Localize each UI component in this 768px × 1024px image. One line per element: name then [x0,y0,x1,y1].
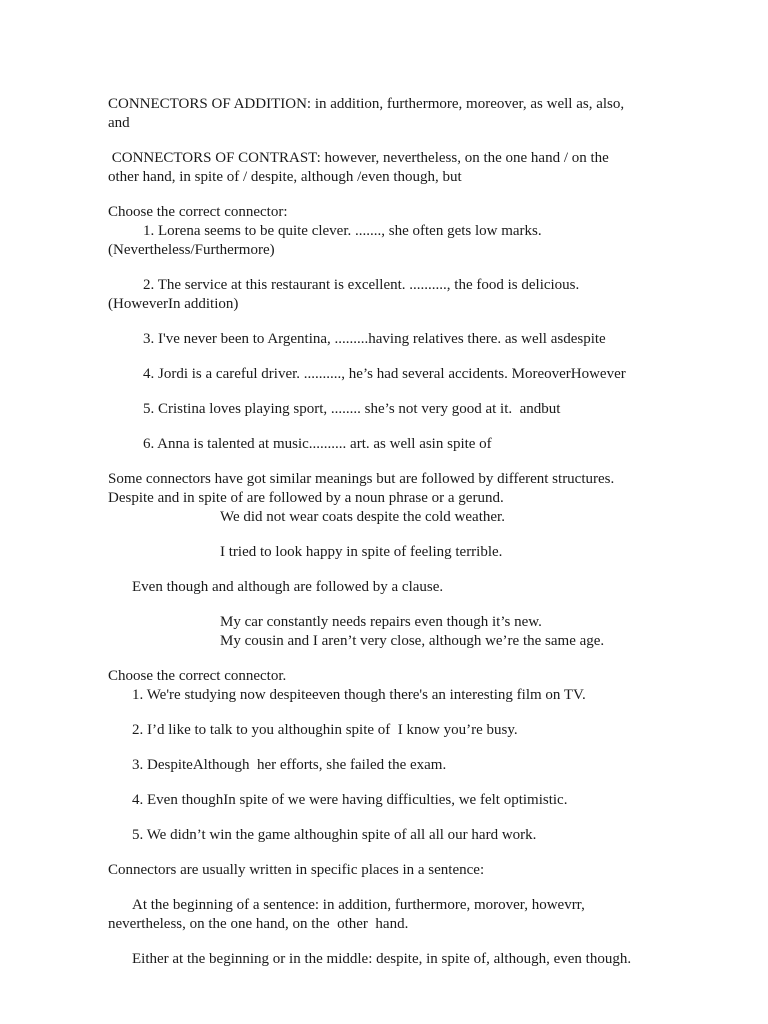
paragraph [108,276,688,314]
text-line: 4. Jordi is a careful driver. .........., he’s had several accidents. MoreoverHowever [143,366,626,382]
paragraph [108,365,688,384]
text-line: Despite and in spite of are followed by a noun phrase or a gerund. [108,490,504,506]
paragraph [108,149,688,187]
text-line: 5. Cristina loves playing sport, ........ she’s not very good at it. andbut [143,401,561,417]
text-line: Connectors are usually written in specific places in a sentence: [108,862,485,878]
paragraph [108,791,688,810]
text-line: My car constantly needs repairs even though it’s new. [220,614,542,630]
text-line: 3. DespiteAlthough her efforts, she failed the exam. [132,757,447,773]
text-line: 2. The service at this restaurant is excellent. .........., the food is delicious. [143,277,580,293]
text-line: We did not wear coats despite the cold weather. [220,509,505,525]
text-line: (Nevertheless/Furthermore) [108,242,275,258]
paragraph [108,578,688,597]
paragraph [108,543,688,562]
text-line: 6. Anna is talented at music.......... art. as well asin spite of [143,436,492,452]
paragraph [108,756,688,775]
text-line: 1. Lorena seems to be quite clever. ......., she often gets low marks. [143,223,542,239]
paragraph [108,400,688,419]
paragraph [108,896,688,934]
text-line: I tried to look happy in spite of feeling terrible. [220,544,503,560]
text-line: CONNECTORS OF CONTRAST: however, nevertheless, on the one hand / on the [108,150,609,166]
paragraph [108,203,688,260]
text-line: My cousin and I aren’t very close, although we’re the same age. [220,633,605,649]
text-line: 1. We're studying now despiteeven though there's an interesting film on TV. [132,687,586,703]
paragraph [108,826,688,845]
paragraph [108,330,688,349]
text-line: 5. We didn’t win the game althoughin spite of all all our hard work. [132,827,537,843]
text-line: CONNECTORS OF ADDITION: in addition, furthermore, moreover, as well as, also, [108,96,625,112]
paragraph [108,470,688,527]
text-line: 2. I’d like to talk to you althoughin spite of I know you’re busy. [132,722,518,738]
text-line: nevertheless, on the one hand, on the other hand. [108,916,409,932]
text-line: Some connectors have got similar meanings but are followed by different structures. [108,471,615,487]
paragraph [108,950,688,969]
text-line: Choose the correct connector. [108,668,287,684]
paragraph [108,667,688,705]
text-line: and [108,115,130,131]
text-line: Even though and although are followed by a clause. [132,579,444,595]
text-line: other hand, in spite of / despite, although /even though, but [108,169,462,185]
text-line: 3. I've never been to Argentina, .........having relatives there. as well asdespite [143,331,606,347]
paragraph [108,613,688,651]
text-line: (HoweverIn addition) [108,296,239,312]
paragraph [108,435,688,454]
text-line: Choose the correct connector: [108,204,288,220]
text-line: 4. Even thoughIn spite of we were having difficulties, we felt optimistic. [132,792,568,808]
paragraph [108,721,688,740]
text-line: Either at the beginning or in the middle: despite, in spite of, although, even though. [132,951,632,967]
text-line: At the beginning of a sentence: in addition, furthermore, morover, howevrr, [132,897,585,913]
paragraph [108,861,688,880]
paragraph [108,95,688,133]
